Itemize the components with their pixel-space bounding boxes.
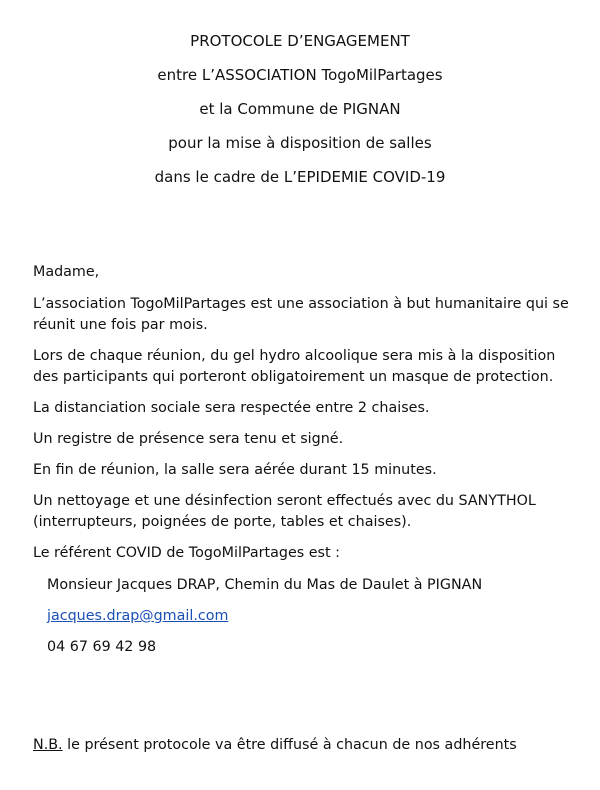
contact-name-address: Monsieur Jacques DRAP, Chemin du Mas de Daulet à PIGNAN bbox=[47, 577, 483, 593]
paragraph-gel-masque: Lors de chaque réunion, du gel hydro alcoolique sera mis à la disposition des participants qui porteront obligatoirement un masque de protection. bbox=[33, 348, 556, 385]
title-line-3: et la Commune de PIGNAN bbox=[199, 100, 401, 118]
nota-bene bbox=[33, 735, 517, 756]
document-title-block bbox=[0, 30, 600, 200]
title-line-5: dans le cadre de L’EPIDEMIE COVID-19 bbox=[154, 168, 446, 186]
title-line-2: entre L’ASSOCIATION TogoMilPartages bbox=[157, 66, 443, 84]
nb-label: N.B. bbox=[33, 737, 63, 753]
paragraph-referent: Le référent COVID de TogoMilPartages est : bbox=[33, 545, 340, 561]
letter-body bbox=[33, 262, 573, 667]
paragraph-aeration: En fin de réunion, la salle sera aérée durant 15 minutes. bbox=[33, 462, 437, 478]
paragraph-registre: Un registre de présence sera tenu et signé. bbox=[33, 431, 344, 447]
contact-email-line bbox=[47, 605, 573, 636]
email-link[interactable]: jacques.drap@gmail.com bbox=[47, 608, 229, 624]
title-line-1: PROTOCOLE D’ENGAGEMENT bbox=[190, 32, 410, 50]
title-line-4: pour la mise à disposition de salles bbox=[168, 134, 432, 152]
paragraph-nettoyage: Un nettoyage et une désinfection seront effectués avec du SANYTHOL (interrupteurs, poignées de porte, tables et chaises). bbox=[33, 493, 536, 530]
nb-text: le présent protocole va être diffusé à chacun de nos adhérents bbox=[62, 737, 517, 753]
paragraph-association: L’association TogoMilPartages est une association à but humanitaire qui se réunit une fois par mois. bbox=[33, 296, 569, 333]
contact-phone: 04 67 69 42 98 bbox=[47, 639, 157, 655]
salutation: Madame, bbox=[33, 264, 100, 280]
paragraph-distanciation: La distanciation sociale sera respectée entre 2 chaises. bbox=[33, 400, 430, 416]
contact-block bbox=[47, 574, 573, 667]
